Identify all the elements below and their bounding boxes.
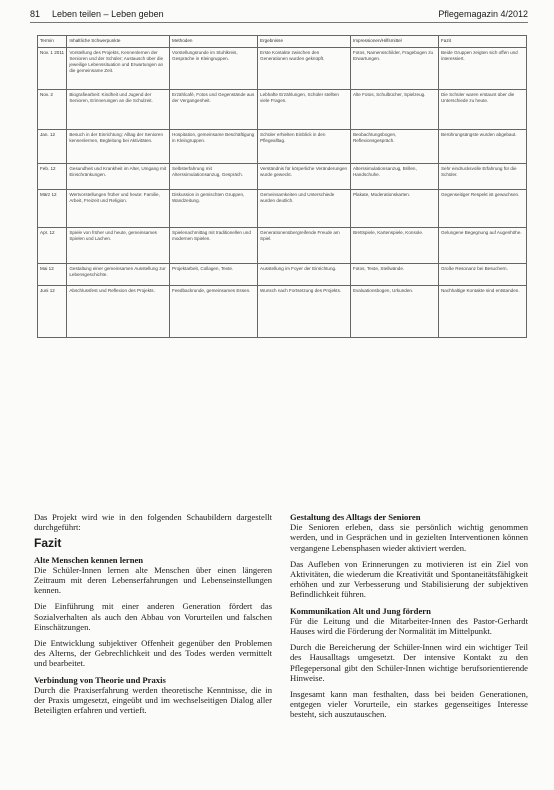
table-cell-date: Nov. 1 2011 xyxy=(38,48,67,90)
table-cell: Projektarbeit, Collagen, Texte. xyxy=(170,264,258,286)
table-cell: Berührungsängste wurden abgebaut. xyxy=(438,130,526,164)
table-header-row xyxy=(38,36,527,48)
table-row xyxy=(38,90,527,130)
table-cell: Beide Gruppen zeigten sich offen und interessiert. xyxy=(438,48,526,90)
article-left-column xyxy=(34,512,272,726)
table-cell: Diskussion in gemischten Gruppen, Wandzeitung. xyxy=(170,190,258,228)
article-intro: Das Projekt wird wie in den folgenden Schaubildern dargestellt durchgeführt: xyxy=(34,512,272,533)
section-heading: Kommunikation Alt und Jung fördern xyxy=(290,605,431,616)
table-row xyxy=(38,164,527,190)
table-row xyxy=(38,264,527,286)
section-paragraph: Für die Leitung und die Mitarbeiter-Innen des Pastor-Gerhardt Hauses wird die Förderung der Normalität im Mittelpunkt. xyxy=(290,615,528,637)
table-cell: Alterssimulationsanzug, Brillen, Handschuhe. xyxy=(350,164,438,190)
table-cell: Alte Fotos, Schulbücher, Spielzeug. xyxy=(350,90,438,130)
page-header xyxy=(30,6,528,23)
section-heading: Gestaltung des Alltags der Senioren xyxy=(290,512,421,522)
table-cell-date: Apr. 12 xyxy=(38,228,67,264)
table-cell: Erste Kontakte zwischen den Generationen wurden geknüpft. xyxy=(258,48,351,90)
section-heading: Alte Menschen kennen lernen xyxy=(34,554,144,565)
table-cell-date: Juni 12 xyxy=(38,286,67,338)
table-row xyxy=(38,48,527,90)
column-header: Inhaltliche Schwerpunkte xyxy=(67,36,170,48)
section-paragraph: Das Aufleben von Erinnerungen zu motivieren ist ein Ziel von Aktivitäten, die wiederum die Kreativität und Spontaneitätsfähigkeit erhöhen und zur Verbesserung und Stabilisierung der subjektiven Befindlichkeit führen. xyxy=(290,558,528,600)
table-cell: Selbsterfahrung mit Alterssimulationsanzug, Gespräch. xyxy=(170,164,258,190)
section-paragraph: Insgesamt kann man festhalten, dass bei beiden Generationen, entgegen vieler Vorurteile, ein starkes gegenseitiges Interesse besteht, sich auszutauschen. xyxy=(290,689,528,720)
table-cell: Beobachtungsbogen, Reflexionsgespräch. xyxy=(350,130,438,164)
article-body xyxy=(34,512,528,726)
column-header: Termin xyxy=(38,36,67,48)
table-cell: Wertvorstellungen früher und heute: Familie, Arbeit, Freizeit und Religion. xyxy=(67,190,170,228)
table-cell-date: Feb. 12 xyxy=(38,164,67,190)
column-header: Methoden xyxy=(170,36,258,48)
table-cell: Plakate, Moderationskarten. xyxy=(350,190,438,228)
table-cell-date: Jan. 12 xyxy=(38,130,67,164)
table-row xyxy=(38,286,527,338)
page-number: 81 xyxy=(30,9,41,19)
table-cell: Große Resonanz bei Besuchern. xyxy=(438,264,526,286)
table-cell: Spiele von früher und heute, gemeinsames Spielen und Lachen. xyxy=(67,228,170,264)
section-paragraph: Die Entwicklung subjektiver Offenheit gegenüber den Problemen des Alterns, der Gebrechlichkeit und des Todes werden vermittelt und bearbeitet. xyxy=(34,638,272,669)
table-cell: Gemeinsamkeiten und Unterschiede wurden deutlich. xyxy=(258,190,351,228)
table-cell: Verständnis für körperliche Veränderungen wurde geweckt. xyxy=(258,164,351,190)
section-paragraph: Die Einführung mit einer anderen Generation fördert das Sozialverhalten als auch den Abbau von Vorurteilen und falschen Einschätzungen. xyxy=(34,601,272,632)
table-cell: Evaluationsbogen, Urkunden. xyxy=(350,286,438,338)
table-cell: Biografiearbeit: Kindheit und Jugend der Senioren, Erinnerungen an die Schulzeit. xyxy=(67,90,170,130)
article-right-column xyxy=(290,512,528,726)
table-cell: Feedbackrunde, gemeinsames Essen. xyxy=(170,286,258,338)
table-row xyxy=(38,228,527,264)
table-cell: Abschlussfest und Reflexion des Projekts. xyxy=(67,286,170,338)
table-cell: Generationenübergreifende Freude am Spiel. xyxy=(258,228,351,264)
table-cell: Sehr eindrucksvolle Erfahrung für die Schüler. xyxy=(438,164,526,190)
table-row xyxy=(38,190,527,228)
section-paragraph: Die Schüler-Innen lernen alte Menschen über einen längeren Zeitraum mit deren Lebenserfahrungen und Lebenseinstellungen kennen. xyxy=(34,564,272,596)
fazit-heading: Fazit xyxy=(34,536,62,551)
section-heading: Verbindung von Theorie und Praxis xyxy=(34,674,166,685)
table-cell-date: März 12 xyxy=(38,190,67,228)
table-cell: Besuch in der Einrichtung: Alltag der Senioren kennenlernen, Begleitung bei Aktivitäten. xyxy=(67,130,170,164)
table-cell: Gelungene Begegnung auf Augenhöhe. xyxy=(438,228,526,264)
section-title: Leben teilen – Leben geben xyxy=(52,9,164,19)
schedule-table xyxy=(37,35,527,338)
table-cell: Brettspiele, Kartenspiele, Konsole. xyxy=(350,228,438,264)
section-paragraph: Durch die Praxiserfahrung werden theoretische Kenntnisse, die in der Praxis umgesetzt, eingeübt und im wechselseitigen Dialog aller Beteiligten erfahren und vertieft. xyxy=(34,684,272,716)
table-cell: Ausstellung im Foyer der Einrichtung. xyxy=(258,264,351,286)
table-cell: Lebhafte Erzählungen, Schüler stellten viele Fragen. xyxy=(258,90,351,130)
left-sections xyxy=(34,555,272,716)
table-body xyxy=(38,48,527,338)
table-cell: Fotos, Texte, Stellwände. xyxy=(350,264,438,286)
table-cell: Fotos, Namensschilder, Fragebogen zu Erwartungen. xyxy=(350,48,438,90)
table-cell: Hospitation, gemeinsame Beschäftigung in Kleingruppen. xyxy=(170,130,258,164)
table-cell: Gesundheit und Krankheit im Alter, Umgang mit Einschränkungen. xyxy=(67,164,170,190)
journal-title: Pflegemagazin 4/2012 xyxy=(438,9,528,19)
section-paragraph: Durch die Bereicherung der Schüler-Innen wird ein wichtiger Teil des Hausalltags umgesetzt. Der intensive Kontakt zu den Pflegepersonal gibt den Schüler-Innen wichtige berufsorientierende Hinweise. xyxy=(290,642,528,683)
table-cell: Nachhaltige Kontakte sind entstanden. xyxy=(438,286,526,338)
column-header: Fazit xyxy=(438,36,526,48)
section-paragraph: Die Senioren erleben, dass sie persönlich wichtig genommen werden, und in Gesprächen und in gezielten Interventionen können vergangene Lebensphasen wieder aktiviert werden. xyxy=(290,522,528,553)
table-cell-date: Nov. 2 xyxy=(38,90,67,130)
header-left xyxy=(30,9,164,19)
column-header: Impressionen/Hilfsmittel xyxy=(350,36,438,48)
right-sections xyxy=(290,512,528,720)
table-cell: Schüler erhielten Einblick in den Pflegealltag. xyxy=(258,130,351,164)
table-cell: Gegenseitiger Respekt ist gewachsen. xyxy=(438,190,526,228)
table-cell: Die Schüler waren erstaunt über die Unterschiede zu heute. xyxy=(438,90,526,130)
table-cell: Vorstellungsrunde im Stuhlkreis, Gespräche in Kleingruppen. xyxy=(170,48,258,90)
table-cell: Spielenachmittag mit traditionellen und modernen Spielen. xyxy=(170,228,258,264)
table-cell: Vorstellung des Projekts, Kennenlernen der Senioren und der Schüler; Austausch über die jeweilige Lebenssituation und Erwartungen an die gemeinsame Zeit. xyxy=(67,48,170,90)
column-header: Ergebnisse xyxy=(258,36,351,48)
table-row xyxy=(38,130,527,164)
table-cell: Wunsch nach Fortsetzung des Projekts. xyxy=(258,286,351,338)
table-cell: Erzählcafé, Fotos und Gegenstände aus der Vergangenheit. xyxy=(170,90,258,130)
schedule-table-container xyxy=(37,35,527,338)
table-cell-date: Mai 12 xyxy=(38,264,67,286)
table-cell: Gestaltung einer gemeinsamen Ausstellung zur Lebensgeschichte. xyxy=(67,264,170,286)
